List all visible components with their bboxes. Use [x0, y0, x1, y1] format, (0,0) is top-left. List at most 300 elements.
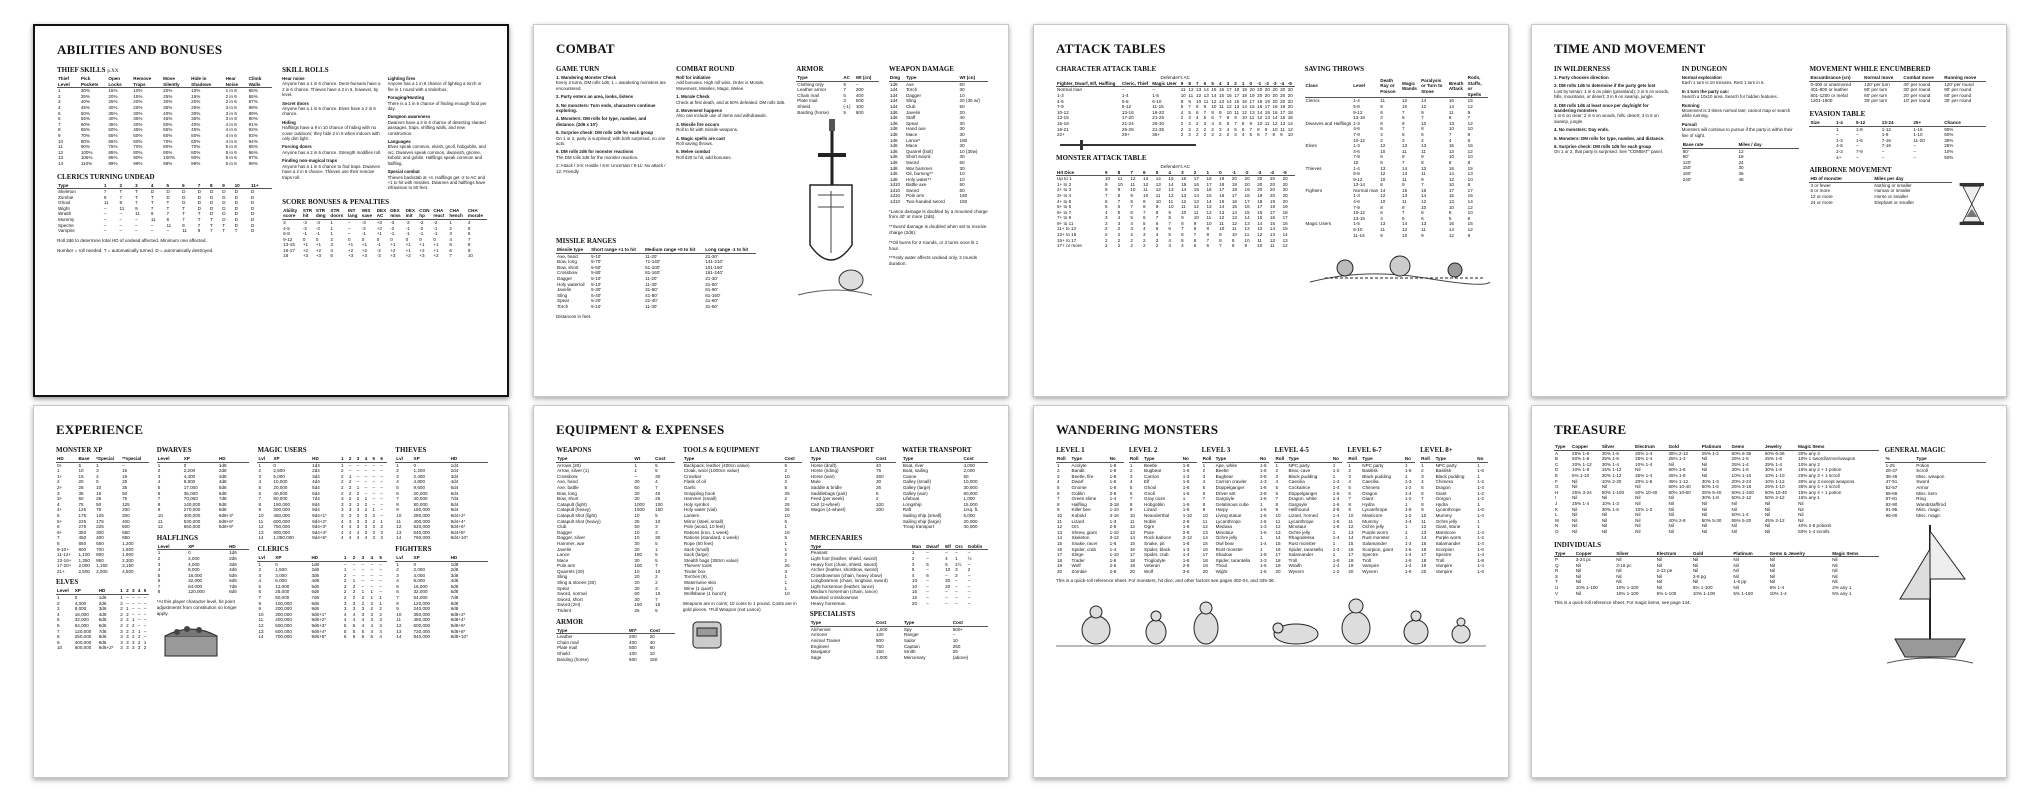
table-cell: -3 [376, 253, 381, 259]
table-cell: 700 [96, 546, 104, 552]
table-cell: 15 [1275, 540, 1281, 546]
table-cell: 10-12 [1353, 210, 1365, 216]
table-cell: 2 [1117, 232, 1121, 238]
table-cell: 10 [1196, 98, 1202, 104]
table-cell: – [356, 462, 360, 468]
table-cell: 25% 1-4 [1731, 461, 1749, 467]
table-cell: Lifeboat [902, 496, 920, 502]
table-cell: 8 [1129, 501, 1133, 507]
table-cell: 50% 10-40 [1635, 489, 1658, 495]
table-cell: 3 [955, 567, 958, 573]
table-cell: 530,000 [183, 518, 201, 524]
table-cell: – [372, 473, 376, 479]
table-cell: 1 [370, 589, 374, 595]
table-cell: 2 [655, 580, 658, 586]
table-cell: 10 [959, 176, 965, 182]
table-cell: Backpack, leather (400cn value) [683, 462, 750, 468]
table-cell: 15 [911, 589, 918, 595]
table-cell: 9+ to 11 [1057, 220, 1074, 226]
table-cell: 6d8 [450, 589, 459, 595]
table-cell: Sailing ship (small) [902, 512, 942, 518]
table-cell: 4 [1421, 479, 1424, 485]
table-cell: 5 [370, 634, 374, 640]
table-cell: 3d4 [312, 473, 320, 479]
table-cell: 45% 1-12 [1668, 478, 1689, 484]
table-cell: 30% 1-3 [1701, 478, 1719, 484]
table-cell: 14 [58, 160, 64, 166]
table-cell: 7-16 [1881, 143, 1891, 149]
table-cell: – [372, 479, 376, 485]
table-cell: 10% 2-20 [1601, 478, 1622, 484]
table-cell: 7 [1155, 215, 1159, 221]
table-cell: 86% [248, 93, 258, 99]
table-cell: 2-8 [1182, 518, 1190, 524]
table-cell: 6 [157, 490, 161, 496]
table-cell: 4 [364, 535, 368, 541]
table-cell: 2-12 pe [1656, 568, 1673, 574]
table-cell: 1-8 [1404, 557, 1412, 563]
table-cell: 1d8 [889, 176, 898, 182]
rule-entry-text: Anyone has a 1 in 6 chance of lighting a torch or fire in 1 round with a tinderbox. [387, 81, 482, 92]
table-cell: +3 [419, 253, 425, 259]
table-cell: 17 [1193, 176, 1199, 182]
table-cell: 1-12 [1881, 126, 1891, 132]
table-cell: 2 [1180, 126, 1184, 132]
table-row [1554, 591, 1879, 597]
table-cell: Mace [905, 131, 918, 137]
table-cell: ½ [967, 555, 972, 561]
table-cell: 13 [258, 529, 264, 535]
wilderness-heading: IN WILDERNESS [1554, 65, 1611, 73]
table-cell: 15 [1234, 98, 1240, 104]
rule-entry [676, 94, 786, 105]
table-cell: Ochre jelly [1362, 524, 1384, 530]
table-cell: 2 [379, 611, 382, 617]
table-cell: 32,000 [188, 578, 203, 584]
column-header: Ability score [282, 208, 302, 220]
table-cell: Leather armor [797, 87, 827, 93]
table-cell: 6 [1275, 490, 1279, 496]
table-cell: 21-40' [645, 298, 658, 304]
table-cell: 13 [1402, 171, 1408, 177]
table-cell: D [234, 205, 238, 211]
table-cell: Nil [1656, 573, 1663, 579]
tools-table [683, 456, 802, 597]
table-cell: 5 [258, 583, 262, 589]
table-cell: 10 [1130, 187, 1136, 193]
table-cell: 19 [1280, 104, 1286, 110]
sheet-experience[interactable] [33, 405, 509, 778]
table-cell: 3 [352, 606, 356, 612]
table-cell: 4-6 [1353, 126, 1360, 132]
table-cell: +1 [405, 247, 411, 253]
weapons-heading: WEAPONS [556, 446, 592, 454]
table-cell: 2 [132, 634, 135, 640]
table-cell: -2 [361, 225, 366, 231]
table-cell: 1-8 [1856, 126, 1863, 132]
column-header: Magic User [1151, 81, 1179, 87]
table-cell: 12 [157, 524, 163, 530]
table-cell: Spear [557, 585, 570, 591]
table-cell: Wyvern [1362, 568, 1378, 574]
table-cell: 1-2 [1332, 568, 1340, 574]
table-cell: 6 [396, 589, 399, 595]
table-cell: 4-16 [1109, 512, 1119, 518]
table-cell: 35% [163, 104, 173, 110]
table-cell: 7 [1264, 132, 1268, 138]
table-cell: 7 [1467, 115, 1471, 121]
table-cell: 16 [1348, 546, 1354, 552]
table-cell: 8 [1196, 104, 1199, 110]
table-cell: 1-6 [1182, 468, 1190, 474]
table-cell: -1 [315, 231, 320, 237]
table-cell: 1-3 [1353, 193, 1360, 199]
table-cell: 2 [356, 490, 360, 496]
table-cell: 6d6 [229, 578, 237, 584]
table-cell: Nil [1601, 523, 1608, 529]
table-cell: 1 [1404, 529, 1408, 535]
table-cell: 1 [634, 462, 637, 468]
table-cell: 1d4 [889, 92, 898, 98]
table-cell: 50 [634, 524, 640, 530]
table-cell: 5 [396, 583, 399, 589]
table-cell: 15 [1421, 540, 1427, 546]
column-header: Pick Pockets [80, 76, 108, 88]
table-cell: 1 [57, 468, 60, 474]
table-cell: Manticore [1435, 529, 1456, 535]
column-header: Dmg [889, 75, 905, 81]
table-cell: 4d4 [450, 479, 459, 485]
table-cell: 8 [1202, 501, 1206, 507]
table-cell: 4d8 [450, 578, 459, 584]
table-cell: 10 [1180, 92, 1186, 98]
table-cell: 4 [1241, 132, 1245, 138]
table-cell: 40% [133, 121, 143, 127]
table-cell: 2d6 [311, 567, 320, 573]
table-cell: 30 [634, 557, 640, 563]
table-cell: 30 [959, 120, 965, 126]
table-cell: 50 [963, 473, 969, 479]
sheet-wandering-monsters[interactable] [1033, 405, 1509, 778]
table-cell: 70% [163, 138, 173, 144]
table-cell: 1d6 [229, 550, 237, 556]
table-cell: 16-17 [283, 247, 295, 253]
table-cell: 5 in 6 [225, 144, 237, 150]
table-cell: 1-2 [1477, 535, 1484, 541]
table-cell: Cloak, wool (1000cn value) [683, 468, 740, 474]
table-cell: 1-3 [1353, 143, 1360, 149]
column-header: Type [1554, 444, 1571, 450]
table-cell: 1,000 [875, 626, 888, 632]
table-cell: E [1555, 472, 1559, 478]
table-cell: Sack (large) [683, 552, 709, 558]
sheet-attack-tables[interactable] [1033, 24, 1509, 397]
table-cell: 13 [1282, 237, 1288, 243]
table-cell: 2 [1104, 226, 1108, 232]
rule-entry-text: There is a 1 in 6 chance of finding enough food per day. [387, 100, 487, 112]
table-cell: Nil [1635, 495, 1641, 501]
table-cell: 12 [1348, 524, 1354, 530]
table-cell: 30 [876, 479, 882, 485]
table-cell: Basilisk [1435, 468, 1452, 474]
table-cell: – [379, 572, 382, 578]
table-cell: Nil [1832, 579, 1838, 585]
table-cell: 16 [1272, 109, 1278, 115]
table-cell: 11-20' [645, 253, 658, 259]
column-header: Breath Attack [1448, 75, 1467, 98]
table-cell: 40 [876, 462, 882, 468]
footnote: **Sword damage is doubled when set to receive charge (2d6). [888, 224, 987, 236]
table-cell: 14 [1402, 165, 1408, 171]
table-cell: 1 [348, 473, 352, 479]
table-cell: 1 [396, 561, 399, 567]
table-cell: Sack (small) [683, 546, 710, 552]
table-cell: 15 [1448, 143, 1454, 149]
table-cell: Doppelganger [1215, 484, 1245, 490]
table-cell: 3 [1168, 243, 1171, 249]
table-cell: 3 [396, 572, 399, 578]
table-cell: 50% 1-4 [1731, 512, 1749, 518]
table-cell: Cart (2-wheel) [810, 501, 840, 507]
table-cell: 11 [1202, 518, 1208, 524]
table-cell: 7 [1421, 496, 1424, 502]
table-cell: -3 [315, 219, 320, 225]
table-cell: D [222, 217, 226, 223]
table-cell: T [197, 217, 201, 223]
table-cell: 9 [157, 507, 161, 513]
table-cell: 20% 1-8 [1635, 478, 1653, 484]
table-cell: 0 [315, 236, 319, 242]
table-cell: 280,000 [413, 512, 431, 518]
table-cell: 1d10 [889, 187, 901, 193]
table-cell: 3 [343, 600, 347, 606]
table-cell: 5 [330, 253, 333, 259]
table-cell: 30% 1-6 [1601, 506, 1619, 512]
table-cell: 17 [1226, 87, 1232, 93]
table-cell: 3 [449, 231, 452, 237]
table-cell: 5 [1218, 120, 1222, 126]
table-cell: 3 [1130, 226, 1133, 232]
table-cell: D [234, 222, 238, 228]
rule-entry [1682, 75, 1800, 86]
table-cell: Spider, tarantella [1288, 546, 1323, 552]
table-cell: Nil [1701, 472, 1708, 478]
rule-entry-name: 6. DM rolls 2d6 for monster reactions [556, 149, 634, 155]
table-cell: 2 [1180, 132, 1184, 138]
table-cell: 180 [634, 552, 643, 558]
individuals-treasure-table [1554, 551, 1879, 597]
sheet-combat[interactable] [533, 24, 1009, 397]
table-cell: Purple worm [1362, 529, 1389, 535]
column-header: 4 [150, 183, 166, 189]
rule-entry-text: On 1 or 2, party is surprised; with both surprised, no one acts. [556, 135, 666, 147]
table-cell: – [361, 561, 365, 567]
rule-entry [676, 122, 786, 133]
table-cell: 150 [959, 193, 968, 199]
table-cell: Clothing only [797, 81, 824, 87]
table-cell: 2 [258, 468, 262, 474]
table-cell: 20 [1287, 98, 1293, 104]
table-cell: 4 [911, 572, 915, 578]
table-cell: 8 [1155, 209, 1159, 215]
table-cell: 22+ [1057, 132, 1065, 138]
table-cell: – [137, 623, 141, 629]
table-cell: 3 [784, 568, 788, 574]
table-cell: Owl bear [1215, 540, 1235, 546]
table-cell: – [150, 228, 154, 234]
table-cell: 9 [1129, 507, 1133, 513]
table-cell: 13 [1231, 215, 1237, 221]
table-cell: 2d4 [312, 468, 320, 474]
table-cell: Medusa [1215, 524, 1232, 530]
table-cell: Nil [1575, 568, 1582, 574]
tools-heading: TOOLS & EQUIPMENT [682, 446, 760, 454]
table-cell: 9d8+8* [450, 628, 466, 634]
table-cell: 19 [1421, 563, 1427, 569]
table-cell: 2d4 [450, 468, 459, 474]
table-cell: 5 [343, 628, 347, 634]
table-cell: 4 [258, 578, 262, 584]
table-cell: Dragon [1362, 490, 1378, 496]
column-header: 9 [1104, 170, 1117, 176]
table-cell: 1-4 [1332, 563, 1340, 569]
table-cell: 7 [258, 496, 262, 502]
table-cell: 10 [1272, 126, 1278, 132]
table-cell: 17 [1057, 552, 1063, 558]
table-cell: 10% [191, 88, 201, 94]
table-cell: 13 [1129, 529, 1135, 535]
table-cell: 4 [1130, 220, 1133, 226]
table-cell: D [166, 189, 170, 195]
sheet-equipment[interactable] [533, 405, 1009, 778]
table-cell: 1 [343, 567, 347, 573]
table-cell: 1 [784, 524, 788, 530]
table-cell: 5 [1168, 232, 1171, 238]
column-header: Long range -1 to hit [704, 247, 756, 253]
table-cell: 11-20 [1913, 137, 1925, 143]
table-cell: 10 [1219, 226, 1225, 232]
table-cell: 1-4 [1404, 490, 1412, 496]
table-cell: 520,000 [413, 524, 431, 530]
table-cell: 18 [1257, 98, 1263, 104]
table-cell: – [135, 217, 138, 223]
table-cell: Arrow, silver (1) [557, 468, 589, 474]
table-cell: 17-20+ [57, 563, 72, 569]
table-cell: 9 [1421, 154, 1424, 160]
table-cell: Barding (horse) [797, 109, 829, 115]
table-cell: 14 [1211, 92, 1217, 98]
table-cell: 9 [1104, 181, 1108, 187]
table-cell: Nil [1601, 484, 1608, 490]
table-cell: 3+ [57, 496, 63, 502]
table-cell: 14 [1181, 187, 1187, 193]
table-cell: 2 [120, 600, 123, 606]
table-cell: 50% 10-40 [1668, 484, 1691, 490]
table-cell: 1-4 [1477, 563, 1484, 569]
table-cell: D [234, 217, 238, 223]
table-cell: 2 [120, 611, 123, 617]
table-cell: 1,900 [122, 552, 134, 558]
rule-entry-name: 5. Surprise check: DM rolls 1d6 for each group [556, 130, 654, 136]
table-cell: 6d6 [311, 589, 320, 595]
table-cell: 4 [370, 623, 374, 629]
column-header: -1 [1231, 170, 1244, 176]
table-cell: 14 [1380, 187, 1386, 193]
table-cell: 1-2 [1332, 468, 1340, 474]
table-cell: 90' per turn [1864, 87, 1888, 93]
table-cell: +2 [433, 253, 439, 259]
column-header: 5 [1155, 170, 1168, 176]
table-cell: 18 [1202, 557, 1208, 563]
column-header: 6 [379, 456, 387, 462]
table-cell: Horse or smaller [1874, 193, 1909, 199]
table-cell: 2d8 [450, 567, 459, 573]
table-cell: 1-3 [1259, 479, 1267, 485]
table-cell: Zombie [58, 194, 74, 200]
table-cell: 10 [1380, 176, 1386, 182]
table-cell: 13 [1448, 148, 1454, 154]
table-cell: 10 [258, 512, 264, 518]
table-cell: – [926, 555, 929, 561]
table-cell: Heavy foot (chain, shield, sword) [810, 561, 878, 567]
sheet-treasure[interactable] [1531, 405, 2007, 778]
table-cell: 3 [137, 645, 141, 651]
dwarves-table [157, 456, 250, 530]
rule-entry-name: Normal exploration [1681, 75, 1722, 80]
column-header: Lvl [395, 456, 412, 462]
table-cell: 4-6 [1353, 148, 1360, 154]
table-cell: 8 [1421, 501, 1424, 507]
table-cell: 20 [1264, 92, 1270, 98]
table-cell: 15 [78, 473, 84, 479]
sheet-abilities[interactable] [33, 24, 509, 397]
table-cell: 12 [1282, 243, 1288, 249]
table-cell: 40 [959, 115, 965, 121]
column-header: Gold [1667, 444, 1700, 450]
table-cell: 2-8 [1109, 524, 1117, 530]
table-cell: 90' per round [1944, 87, 1972, 93]
column-header: Silver [1601, 444, 1634, 450]
sheet-time-movement[interactable] [1531, 24, 2007, 397]
table-cell: 11 [1249, 115, 1255, 121]
table-cell: 1-2 [1477, 490, 1484, 496]
table-cell: 40% [108, 116, 118, 122]
column-header: Miles / day [1737, 142, 1799, 148]
table-cell: 14 [396, 634, 402, 640]
table-cell: 17 [1219, 187, 1225, 193]
table-cell: – [370, 567, 374, 573]
table-cell: 2+ [57, 484, 63, 490]
table-cell: 300,000 [273, 507, 290, 513]
table-cell: – [945, 595, 948, 601]
table-cell: Shield [797, 103, 811, 109]
table-cell: 10 [634, 568, 640, 574]
table-cell: 10 [634, 529, 640, 535]
game-turn-heading: GAME TURN [556, 65, 600, 73]
column-header: STR dmg [315, 208, 330, 220]
table-cell: 120,000 [188, 589, 205, 595]
table-cell: Grappling hook [683, 490, 716, 496]
table-cell: Mummy [1435, 512, 1452, 518]
table-cell: 95% [248, 144, 258, 150]
column-header: Base rate [1682, 142, 1738, 148]
rule-entry-name: 3. DM rolls 1d6 at least once per day/night for wandering monsters [1554, 102, 1649, 114]
table-cell: 4 [157, 479, 161, 485]
table-cell: 13 [258, 628, 264, 634]
rule-entry-text: Roll to hit with missile weapons. [676, 127, 739, 133]
table-cell: 1-4 [1332, 512, 1340, 518]
table-cell: 11-20' [645, 275, 658, 281]
